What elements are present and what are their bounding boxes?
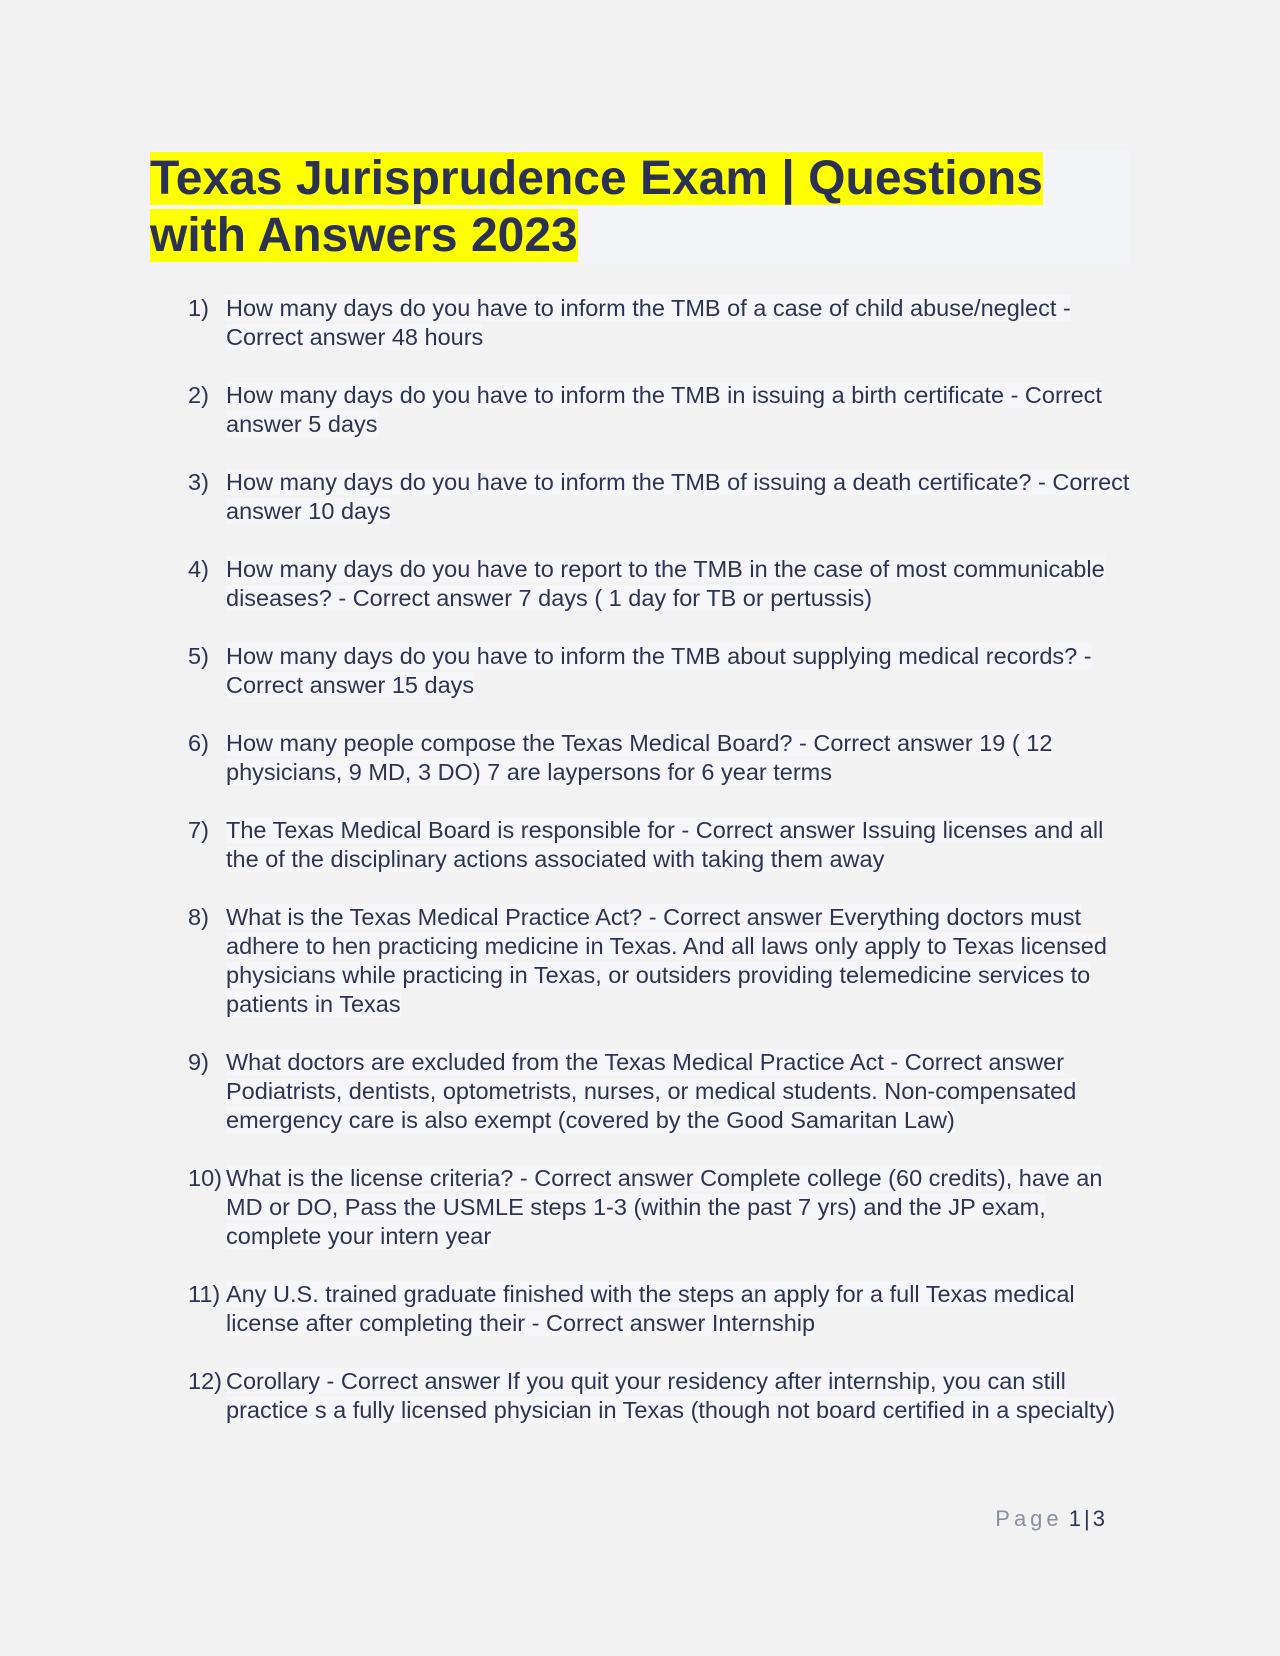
question-number: 2) — [188, 382, 209, 408]
question-number: 9) — [188, 1049, 209, 1075]
question-number: 6) — [188, 730, 209, 756]
document-title — [150, 150, 1129, 264]
question-list — [188, 294, 1130, 1454]
question-number: 10) — [188, 1165, 222, 1191]
question-number: 4) — [188, 556, 209, 582]
question-item — [188, 1164, 1130, 1251]
question-item — [188, 1280, 1130, 1338]
question-number: 11) — [188, 1281, 221, 1307]
page-label: Page — [995, 1506, 1063, 1531]
question-text — [226, 729, 1130, 787]
question-text — [226, 1048, 1130, 1135]
question-text — [226, 642, 1130, 700]
question-text — [226, 1280, 1130, 1338]
question-item — [188, 729, 1130, 787]
page-separator: | — [1084, 1506, 1090, 1531]
question-text — [226, 1164, 1130, 1251]
question-text — [226, 903, 1130, 1019]
question-text-content: What is the license criteria? - Correct answer Complete college (60 credits), have an MD or DO, Pass the USMLE steps 1-3 (within the past 7 yrs) and the JP exam, complete your intern year — [226, 1165, 1103, 1249]
question-text-content: The Texas Medical Board is responsible for - Correct answer Issuing licenses and all the of the disciplinary actions associated with taking them away — [226, 817, 1104, 872]
question-item — [188, 294, 1130, 352]
question-number: 3) — [188, 469, 209, 495]
question-text-content: How many days do you have to inform the TMB of issuing a death certificate? - Correct answer 10 days — [226, 469, 1130, 524]
total-pages: 3 — [1092, 1506, 1105, 1531]
current-page-number: 1 — [1068, 1506, 1082, 1531]
document-title-text: Texas Jurisprudence Exam | Questions with Answers 2023 — [150, 152, 1043, 262]
question-text-content: Any U.S. trained graduate finished with the steps an apply for a full Texas medical license after completing their - Correct answer Internship — [226, 1281, 1075, 1336]
question-text-content: How many days do you have to inform the TMB about supplying medical records? - Correct answer 15 days — [226, 643, 1092, 698]
question-item — [188, 903, 1130, 1019]
question-text-content: How many days do you have to inform the TMB in issuing a birth certificate - Correct answer 5 days — [226, 382, 1102, 437]
question-text — [226, 294, 1130, 352]
question-text-content: What doctors are excluded from the Texas Medical Practice Act - Correct answer Podiatrists, dentists, optometrists, nurses, or medical students. Non-compensated emergency care is also exempt (covered by the Good Samaritan Law) — [226, 1049, 1077, 1133]
question-text-content: Corollary - Correct answer If you quit your residency after internship, you can still practice s a fully licensed physician in Texas (though not board certified in a specialty) — [226, 1368, 1116, 1423]
question-item — [188, 555, 1130, 613]
question-text-content: How many days do you have to inform the TMB of a case of child abuse/neglect - Correct answer 48 hours — [226, 295, 1071, 350]
question-text-content: How many days do you have to report to the TMB in the case of most communicable diseases? - Correct answer 7 days ( 1 day for TB or pertussis) — [226, 556, 1105, 611]
question-number: 5) — [188, 643, 209, 669]
question-text — [226, 468, 1130, 526]
title-block — [150, 150, 1129, 264]
question-text — [226, 381, 1130, 439]
question-text — [226, 1367, 1130, 1425]
question-number: 8) — [188, 904, 209, 930]
question-text-content: How many people compose the Texas Medical Board? - Correct answer 19 ( 12 physicians, 9 MD, 3 DO) 7 are laypersons for 6 year terms — [226, 730, 1053, 785]
question-text — [226, 816, 1130, 874]
page-footer — [940, 1504, 1105, 1534]
question-text — [226, 555, 1130, 613]
question-item — [188, 1048, 1130, 1135]
question-item — [188, 381, 1130, 439]
question-number: 1) — [188, 295, 209, 321]
question-number: 7) — [188, 817, 209, 843]
question-item — [188, 1367, 1130, 1425]
question-item — [188, 468, 1130, 526]
question-item — [188, 642, 1130, 700]
question-text-content: What is the Texas Medical Practice Act? - Correct answer Everything doctors must adhere to hen practicing medicine in Texas. And all laws only apply to Texas licensed physicians while practicing in Texas, or outsiders providing telemedicine services to patients in Texas — [226, 904, 1107, 1017]
question-number: 12) — [188, 1368, 222, 1394]
question-item — [188, 816, 1130, 874]
